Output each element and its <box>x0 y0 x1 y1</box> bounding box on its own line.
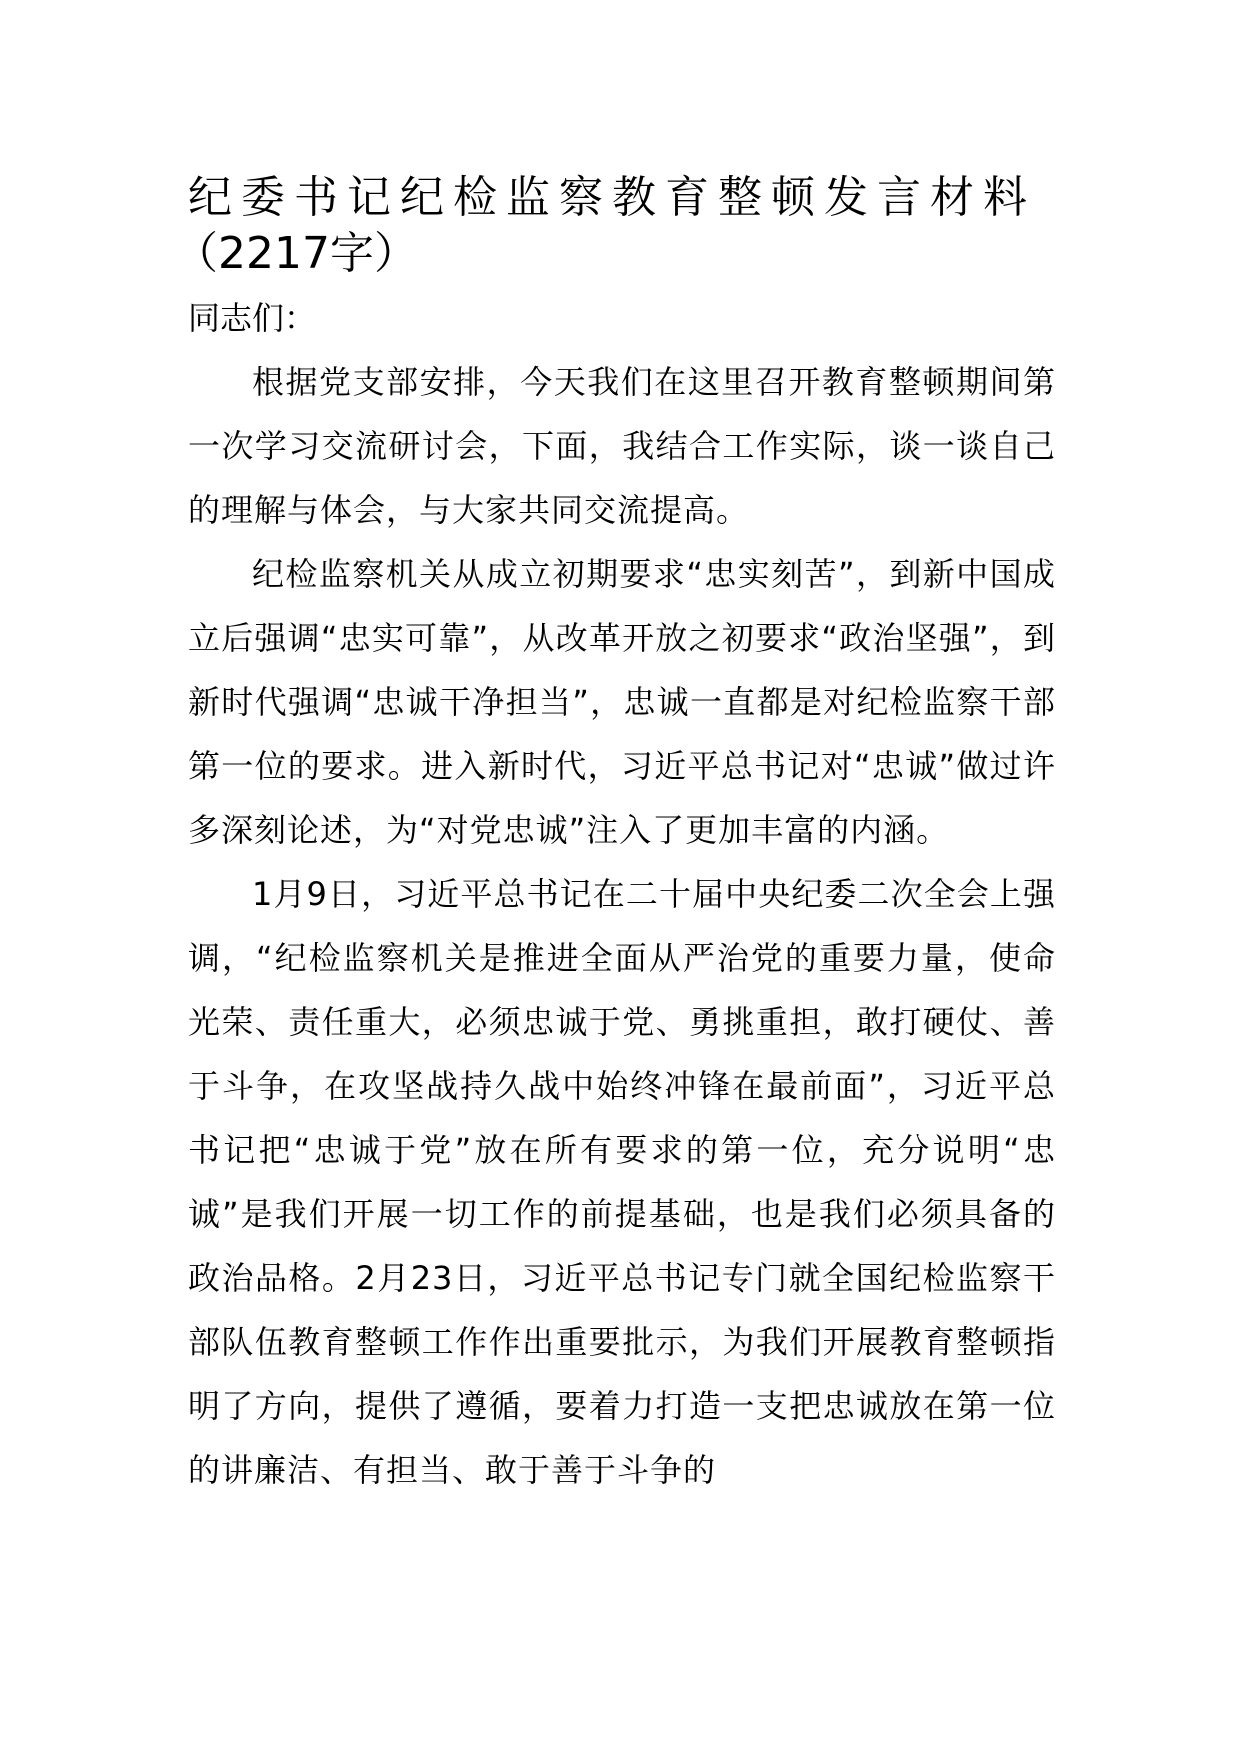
salutation: 同志们： <box>188 299 317 337</box>
paragraph-1: 根据党支部安排，今天我们在这里召开教育整顿期间第一次学习交流研讨会，下面，我结合工作实际，谈一谈自己的理解与体会，与大家共同交流提高。 <box>188 363 1056 529</box>
paragraph-3: 1月9日，习近平总书记在二十届中央纪委二次全会上强调，“纪检监察机关是推进全面从严治党的重要力量，使命光荣、责任重大，必须忠诚于党、勇挑重担，敢打硬仗、善于斗争，在攻坚战持久战中始终冲锋在最前面”，习近平总书记把“忠诚于党”放在所有要求的第一位，充分说明“忠诚”是我们开展一切工作的前提基础，也是我们必须具备的政治品格。2月23日，习近平总书记专门就全国纪检监察干部队伍教育整顿工作作出重要批示，为我们开展教育整顿指明了方向，提供了遵循，要着力打造一支把忠诚放在第一位的讲廉洁、有担当、敢于善于斗争的 <box>188 875 1056 1489</box>
paragraph-2: 纪检监察机关从成立初期要求“忠实刻苦”，到新中国成立后强调“忠实可靠”，从改革开放之初要求“政治坚强”，到新时代强调“忠诚干净担当”，忠诚一直都是对纪检监察干部第一位的要求。进入新时代，习近平总书记对“忠诚”做过许多深刻论述，为“对党忠诚”注入了更加丰富的内涵。 <box>188 555 1056 849</box>
title-line-2: （2217字） <box>174 228 418 279</box>
document-title <box>174 170 1056 282</box>
document-page <box>174 170 1056 1502</box>
title-line-1: 纪委书记纪检监察教育整顿发言材料 <box>188 172 1036 223</box>
